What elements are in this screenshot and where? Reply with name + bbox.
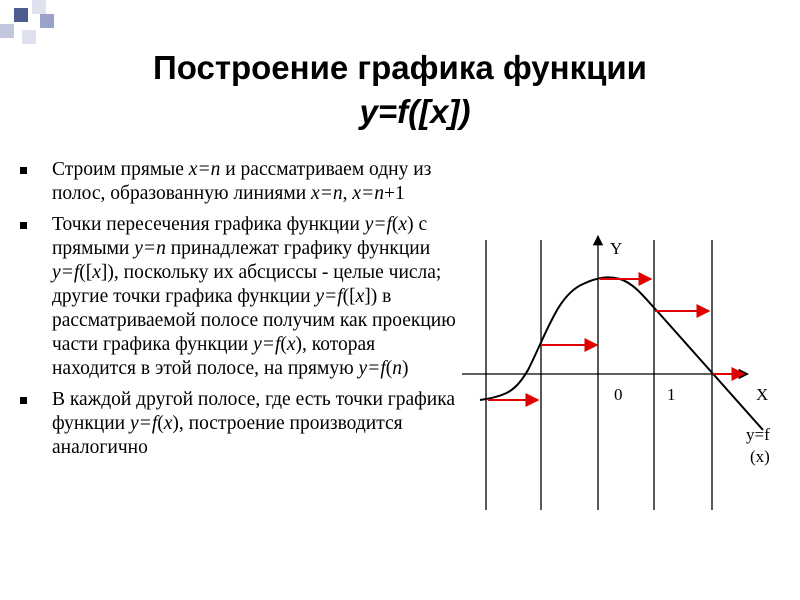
bullet-item bbox=[16, 158, 456, 206]
bullet-text bbox=[52, 214, 456, 379]
decor-square bbox=[40, 14, 54, 28]
bullet-text bbox=[52, 389, 455, 458]
text-run: ]), поскольку их абсциссы - целые числа; другие точки графика функции bbox=[52, 262, 442, 307]
math-term: x bbox=[286, 334, 296, 355]
y-axis-label: Y bbox=[610, 239, 623, 258]
bullet-item bbox=[16, 388, 456, 460]
bullet-text bbox=[52, 159, 431, 204]
math-term: y=f bbox=[358, 358, 386, 379]
text-run: ( bbox=[157, 413, 164, 434]
text-run: ([ bbox=[79, 262, 93, 283]
math-term: x bbox=[398, 214, 408, 235]
text-run: ( bbox=[391, 214, 399, 235]
text-run: Строим прямые bbox=[52, 159, 189, 180]
math-term: y=f bbox=[364, 214, 392, 235]
math-term: y=f bbox=[52, 262, 80, 283]
text-run: ) с прямыми bbox=[52, 214, 428, 259]
text-run: ), которая находится в этой полосе, на прямую bbox=[52, 334, 376, 379]
math-term: x=n bbox=[188, 159, 221, 180]
decor-square bbox=[14, 8, 28, 22]
text-run: ( bbox=[385, 358, 393, 379]
text-run: ( bbox=[280, 334, 287, 355]
slide-title-line1: Построение графика функции bbox=[153, 49, 647, 86]
function-label-line2: (x) bbox=[750, 447, 770, 466]
text-run: +1 bbox=[383, 183, 405, 204]
math-term: y=f bbox=[253, 334, 281, 355]
x-axis-label: X bbox=[756, 385, 769, 404]
text-run: ), построение производится аналогично bbox=[52, 413, 403, 458]
origin-label: 0 bbox=[614, 385, 623, 404]
text-run: Точки пересечения графика функции bbox=[52, 214, 365, 235]
math-term: x=n bbox=[352, 183, 384, 204]
decor-square bbox=[32, 0, 46, 14]
bullet-marker bbox=[20, 222, 27, 229]
bullet-item bbox=[16, 213, 456, 381]
math-term: y=f bbox=[315, 286, 343, 307]
math-term: y=n bbox=[134, 238, 166, 259]
decor-square bbox=[0, 24, 14, 38]
text-run: , bbox=[342, 183, 353, 204]
text-run: принадлежат графику функции bbox=[165, 238, 431, 259]
function-label-line1: y=f bbox=[746, 425, 770, 444]
math-term: x=n bbox=[311, 183, 343, 204]
math-term: n bbox=[392, 358, 403, 379]
bullet-marker bbox=[20, 397, 27, 404]
text-run: ([ bbox=[342, 286, 356, 307]
unit-label: 1 bbox=[667, 385, 676, 404]
text-run: В каждой другой полосе, где есть точки графика функции bbox=[52, 389, 456, 434]
math-term: y=f bbox=[130, 413, 158, 434]
decor-square bbox=[22, 30, 36, 44]
slide-title-line2: y=f([x]) bbox=[359, 93, 471, 130]
function-graph bbox=[458, 230, 800, 520]
math-term: x bbox=[355, 286, 365, 307]
math-term: x bbox=[163, 413, 173, 434]
function-curve bbox=[480, 277, 763, 430]
text-run: ) bbox=[402, 358, 409, 379]
text-run: и рассматриваем одну из полос, образованную линиями bbox=[52, 159, 432, 204]
text-run: ]) в рассматриваемой полосе получим как проекцию части графика функции bbox=[52, 286, 456, 355]
corner-decoration bbox=[0, 0, 60, 50]
bullet-list bbox=[16, 158, 456, 467]
bullet-marker bbox=[20, 167, 27, 174]
math-term: x bbox=[92, 262, 101, 283]
slide-title bbox=[0, 46, 800, 134]
